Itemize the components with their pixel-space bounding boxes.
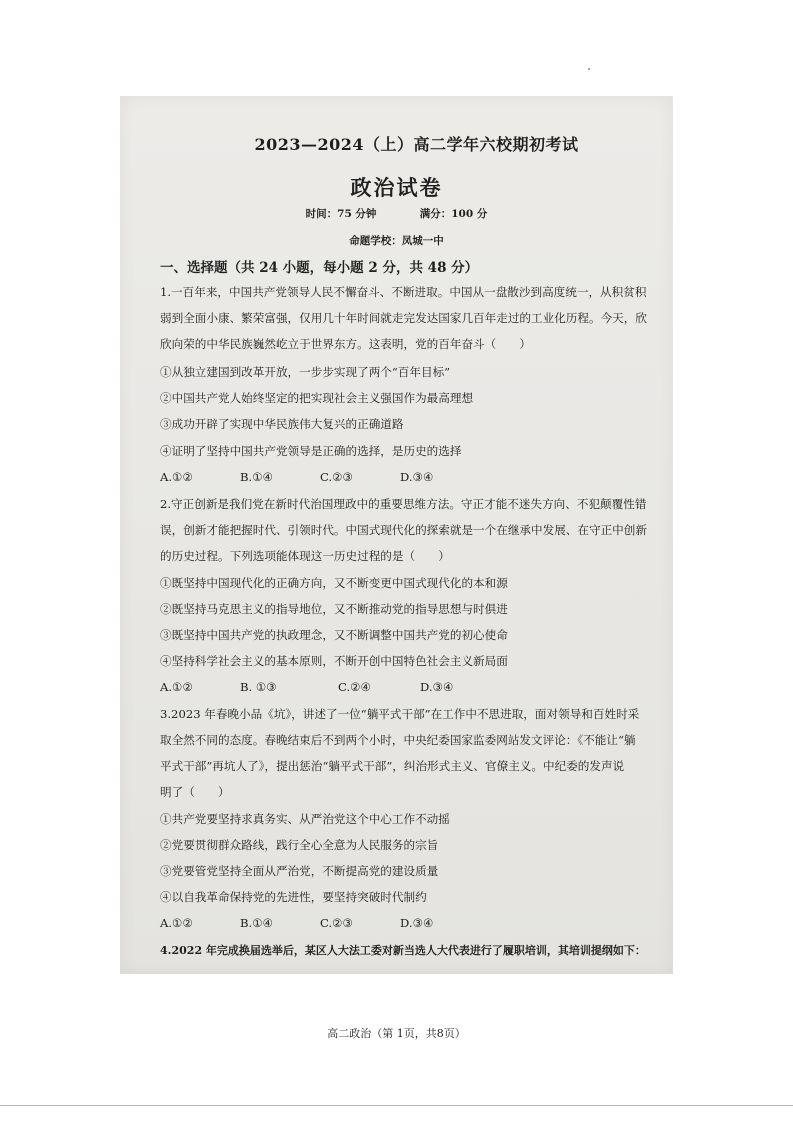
q2-option-c: C.②④ (338, 680, 371, 694)
bottom-divider (0, 1105, 793, 1106)
q1-option-d: D.③④ (400, 470, 434, 484)
scanned-exam-page (120, 96, 673, 974)
q1-stem-line-2: 弱到全面小康、繁荣富强，仅用几十年时间就走完发达国家几百年走过的工业化历程。今天，欣 (160, 311, 647, 325)
q3-item-1: ①共产党要坚持求真务实、从严治党这个中心工作不动摇 (160, 812, 450, 826)
q2-item-1: ①既坚持中国现代化的正确方向，又不断变更中国式现代化的本和源 (160, 576, 508, 590)
q3-stem-line-3: 平式干部”再坑人了》，提出惩治“躺平式干部”，纠治形式主义、官僚主义。中纪委的发声说 (160, 759, 625, 773)
q1-option-a: A.①② (160, 470, 193, 484)
scan-speck (588, 68, 590, 70)
q1-item-3: ③成功开辟了实现中华民族伟大复兴的正确道路 (160, 417, 404, 431)
exam-score: 满分：100 分 (419, 208, 488, 220)
q1-option-b: B.①④ (240, 470, 273, 484)
q2-option-b: B. ①③ (240, 680, 277, 694)
q1-stem-line-1: 1.一百年来，中国共产党领导人民不懈奋斗、不断进取。中国从一盘散沙到高度统一，从积贫积 (160, 285, 647, 299)
q3-option-c: C.②③ (320, 916, 353, 930)
exam-time: 时间：75 分钟 (305, 208, 377, 220)
q3-options (160, 916, 433, 930)
q2-stem-line-3: 的历史过程。下列选项能体现这一历史过程的是（ ） (160, 549, 450, 563)
q3-item-2: ②党要贯彻群众路线，践行全心全意为人民服务的宗旨 (160, 838, 439, 852)
q2-options (160, 680, 453, 694)
q3-item-4: ④以自我革命保持党的先进性，要坚持突破时代制约 (160, 890, 427, 904)
q1-item-1: ①从独立建国到改革开放，一步步实现了两个“百年目标” (160, 365, 451, 379)
q2-stem-line-1: 2.守正创新是我们党在新时代治国理政中的重要思维方法。守正才能不迷失方向、不犯颠覆性错 (160, 497, 647, 511)
q1-option-c: C.②③ (320, 470, 353, 484)
exam-title: 2023—2024（上）高二学年六校期初考试 (254, 135, 579, 154)
q3-stem-line-2: 取全然不同的态度。春晚结束后不到两个小时，中央纪委国家监委网站发文评论：《不能让“躺 (160, 733, 636, 747)
q4-stem-line-1: 4.2022 年完成换届选举后，某区人大法工委对新当选人大代表进行了履职培训，其培训提纲如下： (160, 944, 646, 957)
page-footer: 高二政治（第 1页，共8页） (327, 1027, 466, 1040)
q2-stem-line-2: 误，创新才能把握时代、引领时代。中国式现代化的探索就是一个在继承中发展、在守正中创新 (160, 523, 647, 537)
q1-item-4: ④证明了坚持中国共产党领导是正确的选择，是历史的选择 (160, 444, 462, 458)
q2-option-d: D.③④ (420, 680, 454, 694)
exam-info (120, 206, 673, 221)
q3-option-d: D.③④ (400, 916, 434, 930)
q2-option-a: A.①② (160, 680, 193, 694)
q2-item-4: ④坚持科学社会主义的基本原则，不断开创中国特色社会主义新局面 (160, 654, 508, 668)
q2-item-3: ③既坚持中国共产党的执政理念，又不断调整中国共产党的初心使命 (160, 628, 508, 642)
q3-option-b: B.①④ (240, 916, 273, 930)
q3-item-3: ③党要管党坚持全面从严治党，不断提高党的建设质量 (160, 864, 439, 878)
q1-stem-line-3: 欣向荣的中华民族巍然屹立于世界东方。这表明，党的百年奋斗（ ） (160, 337, 532, 351)
q1-options (160, 470, 433, 484)
exam-school: 命题学校：凤城一中 (349, 235, 444, 247)
q3-stem-line-4: 明了（ ） (160, 785, 230, 799)
q3-stem-line-1: 3.2023 年春晚小品《坑》，讲述了一位“躺平式干部”在工作中不思进取，面对领导和百姓时采 (160, 707, 640, 721)
q2-item-2: ②既坚持马克思主义的指导地位，又不断推动党的指导思想与时俱进 (160, 602, 508, 616)
q3-option-a: A.①② (160, 916, 193, 930)
subject-title: 政治试卷 (350, 175, 443, 200)
q1-item-2: ②中国共产党人始终坚定的把实现社会主义强国作为最高理想 (160, 391, 474, 405)
section-heading: 一、选择题（共 24 小题，每小题 2 分，共 48 分） (160, 260, 479, 276)
